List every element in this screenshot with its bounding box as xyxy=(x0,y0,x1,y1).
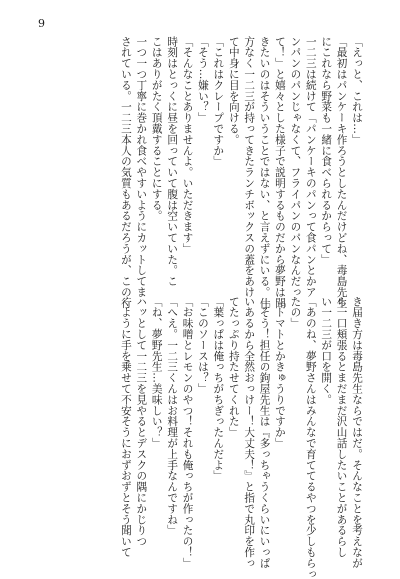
text-block-bottom xyxy=(34,296,364,579)
text-line-bottom-14: 「ね、夢野先生…美味しい？」 xyxy=(150,296,163,449)
text-line-top-9: て中身に目を向ける。 xyxy=(227,36,240,145)
text-line-top-14: こはありがたく頂戴することにする。 xyxy=(150,36,163,222)
text-line-bottom-13: 「へえ。一二三くんはお料理が上手なんですね」 xyxy=(166,296,179,536)
page-number: 9 xyxy=(38,17,45,30)
text-line-bottom-1: き届き方は毒島先生ならではだ。そんなことを考えなが xyxy=(351,296,363,569)
text-line-bottom-5: たの」 xyxy=(289,296,302,329)
text-line-bottom-3: い一二三が口を開く。 xyxy=(320,296,333,405)
text-line-bottom-4: 「あのね、夢野さんはみんなで育ててるやつを少しもらっ xyxy=(304,296,317,579)
text-line-bottom-8: いあるから全然おっけー！大丈夫！』と指で丸印を作っ xyxy=(243,296,256,569)
text-line-top-5: ンパンのパンじゃなくて、フライパンのパンなんだっ xyxy=(289,36,302,298)
text-line-bottom-11: 「このソースは？」 xyxy=(196,296,209,395)
text-line-bottom-10: 「葉っぱは俺っちがちぎったんだよ」 xyxy=(212,296,225,482)
text-line-top-2: 「最初はパンケーキ作ろうとしたんだけどね、毒島先生 xyxy=(335,36,348,309)
text-line-bottom-16: くように手を乗せて不安そうにおずおずとそう聞いて xyxy=(119,296,132,558)
text-line-bottom-2: ら一口頬張るとまだまだ沢山話したいことがあるらし xyxy=(335,296,348,558)
text-line-bottom-6: 「トマトとかきゅうりですか」 xyxy=(273,296,286,449)
text-line-top-12: 「そんなことありませんよ。いただきます」 xyxy=(181,36,194,254)
text-line-top-13: 時刻はとっくに昼を回っていて腹は空いていた。こ xyxy=(166,36,179,287)
text-line-top-11: 「そう…嫌い？」 xyxy=(196,36,209,124)
text-line-top-10: 「これはクレープですか」 xyxy=(212,36,225,167)
text-line-bottom-15: ハッとして一二三を見やるとデスクの隅にかじりつ xyxy=(135,296,148,547)
text-line-top-15: 一つ一つ丁寧に巻かれ食べやすいようにカットしてま xyxy=(135,36,148,298)
text-line-top-16: されている。一二三本人の気質もあるだろうが、この行 xyxy=(119,36,132,309)
text-line-top-4: 一二三は続けて「パンケーキのパンって食パンとかア xyxy=(304,36,317,298)
text-line-top-1: 「えっと、これは…」 xyxy=(351,36,363,145)
text-line-bottom-9: てたっぷり持たせてくれた」 xyxy=(227,296,240,438)
text-line-bottom-7: 「そう！担任の鉤屋先生は『多っちゃうくらいにいっぱ xyxy=(258,296,271,569)
text-line-bottom-12: 「お味噌とレモンのやつ！それも俺っちが作ったの！」 xyxy=(181,296,194,569)
text-block-top xyxy=(34,36,364,309)
text-line-top-7: きたいのはそういうことではない、と言えずにいる。仕 xyxy=(258,36,271,309)
text-line-top-3: にこれなら野菜も一緒に食べられるからって」 xyxy=(320,36,333,265)
text-line-top-6: て！」と嬉々とした様子で説明するものだから夢野は聞 xyxy=(273,36,286,309)
text-line-top-8: 方なく一二三が持ってきたランチボックスの蓋をあけ xyxy=(243,36,256,298)
